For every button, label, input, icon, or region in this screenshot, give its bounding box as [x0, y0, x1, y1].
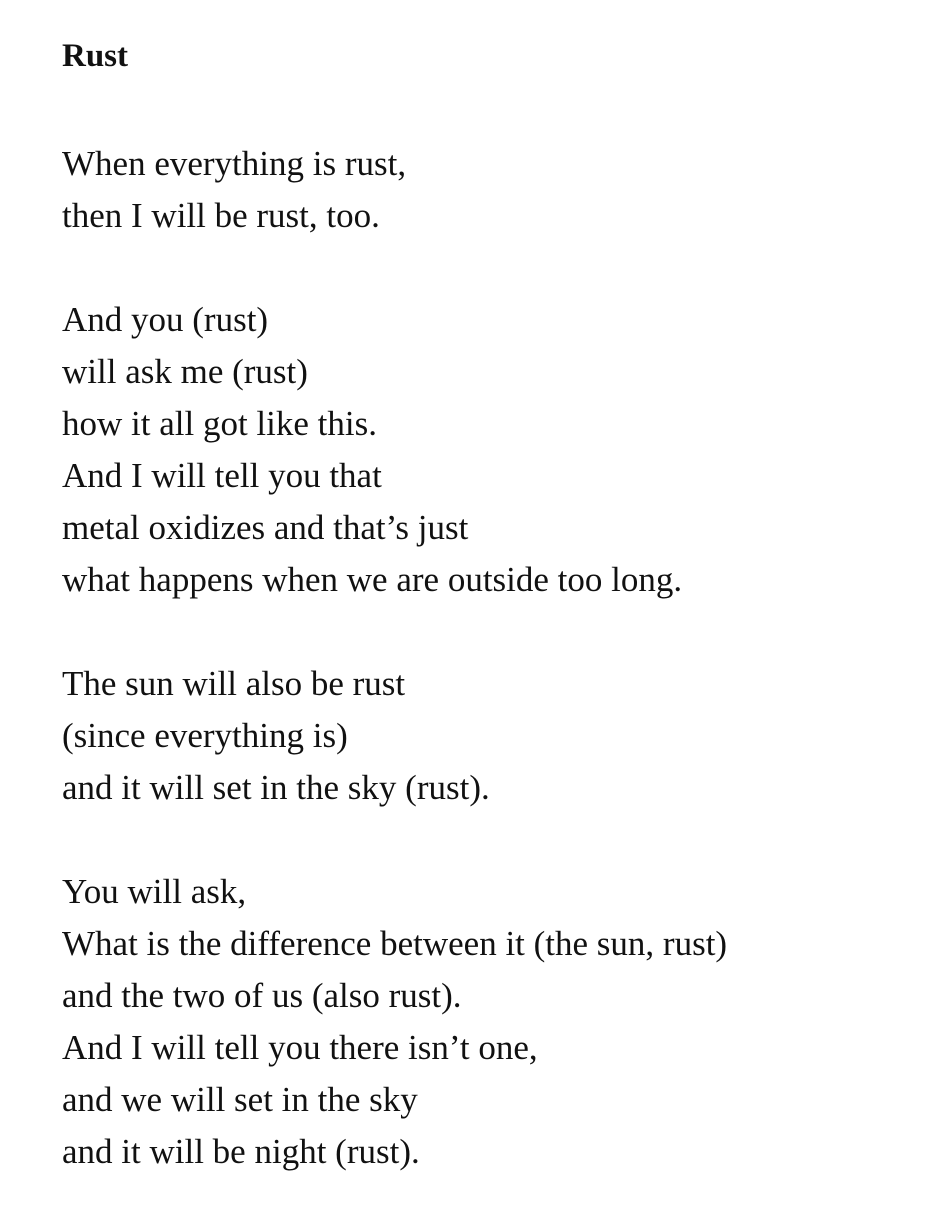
poem-page — [62, 36, 929, 1230]
stanza-3 — [62, 658, 929, 814]
poem-line: And I will tell you that — [62, 456, 382, 495]
poem-line: And you (rust) — [62, 300, 269, 339]
poem-line: What is the difference between it (the sun, rust) — [62, 924, 728, 963]
stanza-1 — [62, 138, 929, 242]
poem-line: then I will be rust, too. — [62, 196, 380, 235]
stanza-2 — [62, 294, 929, 606]
poem-line: You will ask, — [62, 872, 247, 911]
poem-line: (since everything is) — [62, 716, 348, 755]
poem-title: Rust — [62, 38, 129, 74]
poem-line: and it will set in the sky (rust). — [62, 768, 490, 807]
poem-line: and we will set in the sky — [62, 1080, 418, 1119]
poem-line: and the two of us (also rust). — [62, 976, 462, 1015]
poem-line: what happens when we are outside too long. — [62, 560, 683, 599]
poem-line: metal oxidizes and that’s just — [62, 508, 469, 547]
poem-line: how it all got like this. — [62, 404, 377, 443]
poem-line: And I will tell you there isn’t one, — [62, 1028, 538, 1067]
poem-body — [62, 138, 929, 1178]
poem-line: will ask me (rust) — [62, 352, 308, 391]
poem-line: and it will be night (rust). — [62, 1132, 420, 1171]
poem-line: The sun will also be rust — [62, 664, 406, 703]
poem-line: When everything is rust, — [62, 144, 407, 183]
stanza-4 — [62, 866, 929, 1178]
